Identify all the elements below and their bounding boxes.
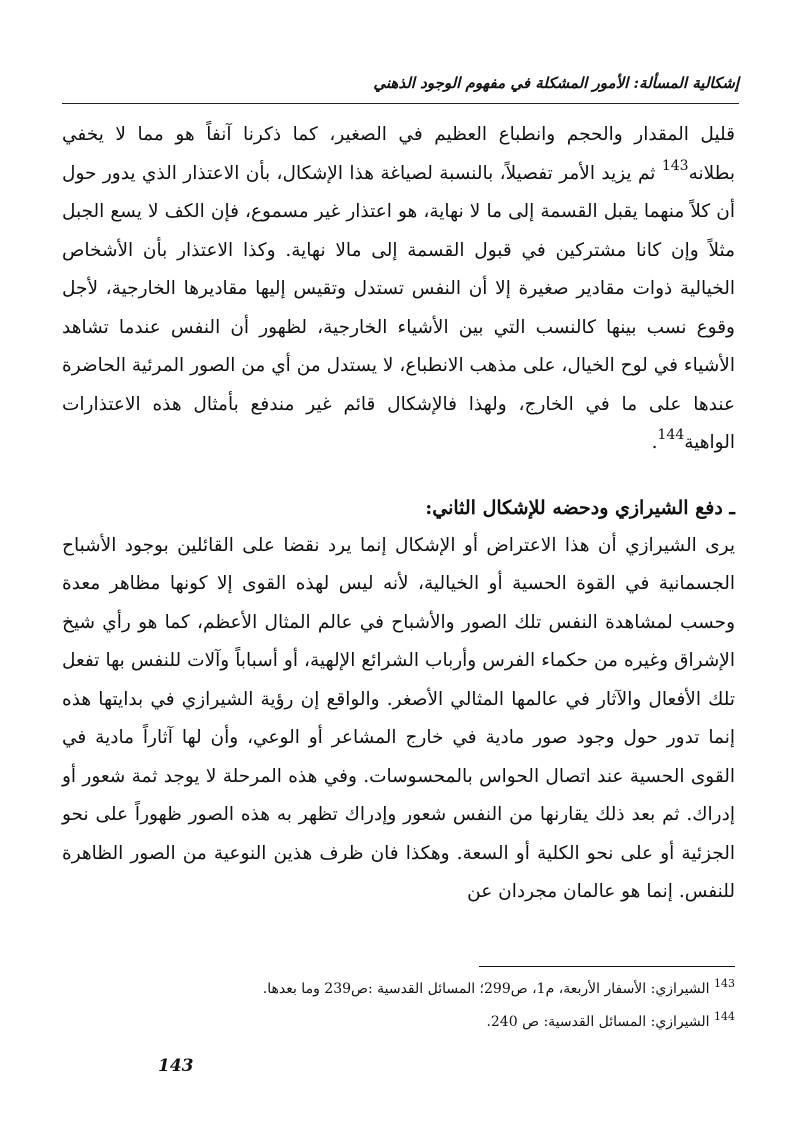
paragraph-part-2: ثم يزيد الأمر تفصيلاً، بالنسبة لصياغة هذا الإشكال، بأن الاعتذار الذي يدور حول أن كلاً منهما يقبل القسمة إلى ما لا نهاية، هو اعتذار غير مسموع، فإن الكف لا يسع الجبل مثلاً وإن كانا مشتركين في قبول القسمة إلى مالا نهاية. وكذا الاعتذار بأن الأشخاص الخيالية ذوات مقادير صغيرة إلا أن النفس تستدل وتقيس إليها مقاديرها الخارجية، لأجل وقوع نسب بينها كالنسب التي بين الأشياء الخارجية، لظهور أن النفس عندما تشاهد الأشياء في لوح الخيال، على مذهب الانطباع، لا يستدل من أي من الصور المرئية الحاضرة عندها على ما في الخارج، ولهذا فالإشكال قائم غير مندفع بأمثال هذه الاعتذارات الواهية bbox=[62, 162, 735, 453]
footnote-143 bbox=[62, 970, 735, 1003]
page-number: 143 bbox=[158, 1056, 194, 1076]
footnote-text: الشيرازي: المسائل القدسية: ص 240. bbox=[486, 1014, 710, 1030]
footnote-ref-144[interactable]: 144 bbox=[657, 427, 685, 443]
body-text bbox=[62, 116, 735, 912]
footnote-ref-143[interactable]: 143 bbox=[661, 157, 689, 174]
section-paragraph: يرى الشيرازي أن هذا الاعتراض أو الإشكال إنما يرد نقضا على القائلين بوجود الأشباح الجسمانية في القوة الحسية أو الخيالية، لأنه ليس لهذه القوى إلا كونها مظاهر معدة وحسب لمشاهدة النفس تلك الصور والأشباح في عالم المثال الأعظم، كما هو رأي شيخ الإشراق وغيره من حكماء الفرس وأرباب الشرائع الإلهية، أو أسباباً وآلات للنفس بها تفعل تلك الأفعال والآثار في عالمها المثالي الأصغر. والواقع إن رؤية الشيرازي في بدايتها هذه إنما تدور حول وجود صور مادية في خارج المشاعر أو الوعي، وأن لها آثاراً مادية في القوى الحسية عند اتصال الحواس بالمحسوسات. وفي هذه المرحلة لا يوجد ثمة شعور أو إدراك. ثم بعد ذلك يقارنها من النفس شعور وإدراك تظهر به هذه الصور ظهوراً على نحو الجزئية أو على نحو الكلية أو السعة. وهكذا فان ظرف هذين النوعية من الصور الظاهرة للنفس. إنما هو عالمان مجردان عن bbox=[62, 534, 735, 902]
footnote-rule bbox=[479, 966, 735, 967]
running-header: إشكالية المسألة: الأمور المشكلة في مفهوم الوجود الذهني bbox=[373, 74, 739, 92]
paragraph-end: . bbox=[651, 432, 658, 453]
footnote-144 bbox=[62, 1003, 735, 1036]
footnote-number: 144 bbox=[714, 1010, 735, 1023]
footnotes bbox=[62, 970, 735, 1036]
paragraph-part-1: قليل المقدار والحجم وانطباع العظيم في الصغير، كما ذكرنا آنفاً هو مما لا يخفي بطلانه bbox=[62, 124, 735, 184]
footnote-number: 143 bbox=[714, 977, 735, 990]
header-rule bbox=[62, 103, 739, 104]
footnote-text: الشيرازي: الأسفار الأربعة، م1، ص299؛ المسائل القدسية :ص239 وما بعدها. bbox=[262, 981, 710, 997]
paragraph-continued bbox=[62, 116, 735, 463]
section-heading: ـ دفع الشيرازي ودحضه للإشكال الثاني: bbox=[425, 496, 735, 519]
